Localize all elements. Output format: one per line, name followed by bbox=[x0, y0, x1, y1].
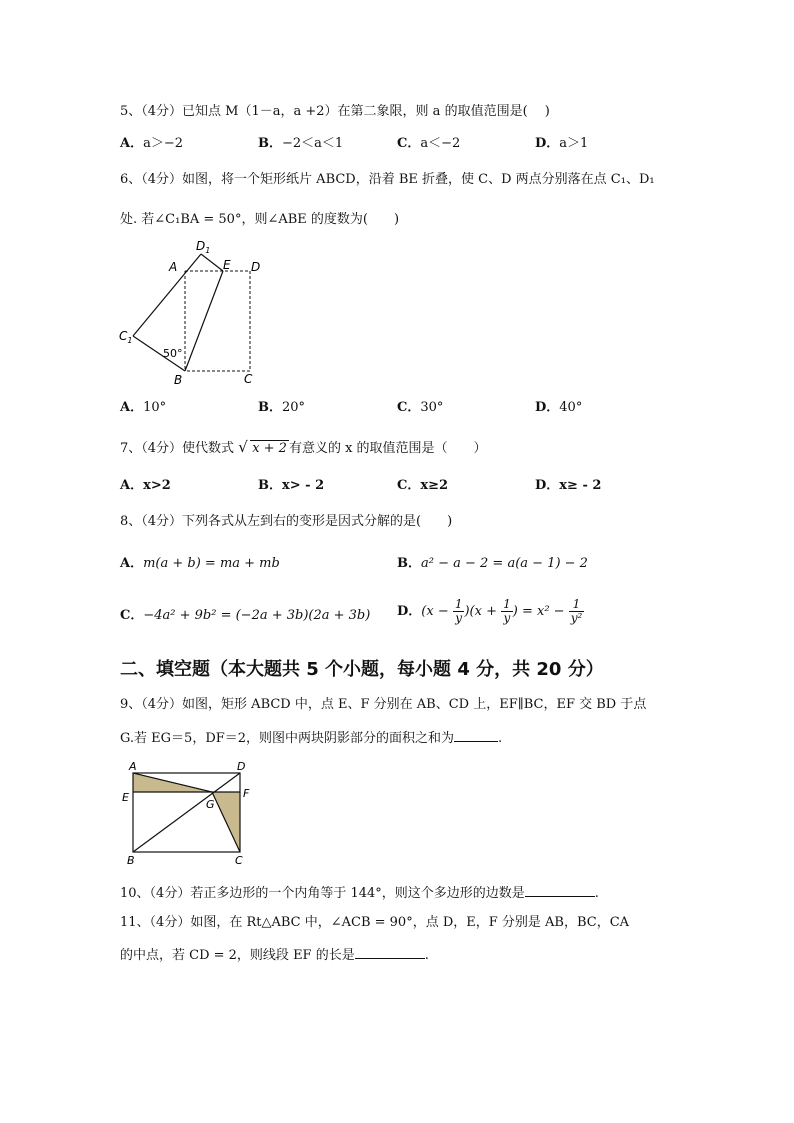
q6-figure bbox=[110, 236, 280, 386]
q9-stem-line2: G.若 EG＝5，DF＝2，则图中两块阴影部分的面积之和为 . bbox=[120, 731, 503, 746]
q9-label-c: C bbox=[235, 854, 243, 867]
q6-option-a: A．10° bbox=[120, 400, 167, 415]
q7-sqrt: √ x + 2 bbox=[238, 438, 287, 456]
section-2-title: 二、填空题（本大题共 5 个小题，每小题 4 分，共 20 分） bbox=[120, 659, 604, 680]
q7-option-a: A．x>2 bbox=[120, 478, 171, 493]
q11-answer-blank[interactable] bbox=[355, 946, 425, 959]
q6-edge-eb bbox=[185, 271, 223, 371]
q7-stem: 7、（4分）使代数式 √ x + 2 有意义的 x 的取值范围是（ ） bbox=[120, 438, 487, 456]
q8-option-c: C．−4a² + 9b² = (−2a + 3b)(2a + 3b) bbox=[120, 608, 371, 623]
q6-edge-d1e bbox=[201, 254, 223, 271]
q6-label-d: D bbox=[251, 260, 261, 274]
q9-label-e: E bbox=[122, 791, 129, 804]
q5-option-b: B．−2＜a＜1 bbox=[258, 136, 344, 151]
q8-option-d: D．(x − $\frac{1}{y}$ )(x + $\frac{1}{y}$ ) = x² − $\frac{1}{\text{y²}}$ bbox=[397, 597, 583, 625]
q9-answer-blank[interactable] bbox=[454, 729, 498, 742]
q6-label-a: A bbox=[169, 260, 178, 274]
q9-label-f: F bbox=[243, 787, 250, 800]
q8-stem: 8、（4分）下列各式从左到右的变形是因式分解的是( ) bbox=[120, 514, 453, 529]
q9-figure bbox=[116, 758, 261, 868]
q11-stem-line1: 11、（4分）如图，在 Rt△ABC 中，∠ACB = 90°，点 D，E，F 分别是 AB，BC，CA bbox=[120, 915, 630, 930]
q11-stem-line2: 的中点，若 CD = 2，则线段 EF 的长是 . bbox=[120, 948, 429, 963]
q6-option-d: D．40° bbox=[535, 400, 583, 415]
q9-label-a: A bbox=[129, 760, 137, 773]
q5-stem: 5、（4分）已知点 M（1－a，a +2）在第二象限，则 a 的取值范围是( ) bbox=[120, 104, 550, 119]
q7-option-b: B．x> - 2 bbox=[258, 478, 325, 493]
q8-option-a: A．m(a + b) = ma + mb bbox=[120, 556, 280, 571]
q5-option-a: A．a＞−2 bbox=[120, 136, 184, 151]
q9-stem-line1: 9、（4分）如图，矩形 ABCD 中，点 E、F 分别在 AB、CD 上，EF∥BC，EF 交 BD 于点 bbox=[120, 697, 647, 712]
q6-label-c1: $C_1$ bbox=[119, 329, 133, 345]
q6-stem-line1: 6、（4分）如图，将一个矩形纸片 ABCD，沿着 BE 折叠，使 C、D 两点分别落在点 C₁、D₁ bbox=[120, 172, 655, 187]
q9-label-b: B bbox=[127, 854, 135, 867]
q6-edge-c1d1 bbox=[133, 254, 201, 336]
q5-option-d: D．a＞1 bbox=[535, 136, 589, 151]
q9-label-d: D bbox=[237, 760, 246, 773]
q5-option-c: C．a＜−2 bbox=[397, 136, 461, 151]
q6-label-c: C bbox=[244, 372, 253, 386]
q6-label-d1: $D_1$ bbox=[196, 239, 211, 255]
q6-option-b: B．20° bbox=[258, 400, 306, 415]
q6-label-b: B bbox=[174, 373, 183, 386]
q7-option-d: D．x≥ - 2 bbox=[535, 478, 602, 493]
q10-answer-blank[interactable] bbox=[525, 884, 595, 897]
q6-label-angle: 50° bbox=[163, 347, 183, 360]
q8-option-b: B．a² − a − 2 = a(a − 1) − 2 bbox=[397, 556, 588, 571]
q10-stem: 10、（4分）若正多边形的一个内角等于 144°，则这个多边形的边数是 . bbox=[120, 886, 599, 901]
q9-label-g: G bbox=[206, 798, 215, 811]
q7-option-c: C．x≥2 bbox=[397, 478, 449, 493]
q6-label-e: E bbox=[223, 258, 231, 272]
q6-option-c: C．30° bbox=[397, 400, 444, 415]
q6-stem-line2: 处. 若∠C₁BA = 50°，则∠ABE 的度数为( ) bbox=[120, 212, 400, 227]
